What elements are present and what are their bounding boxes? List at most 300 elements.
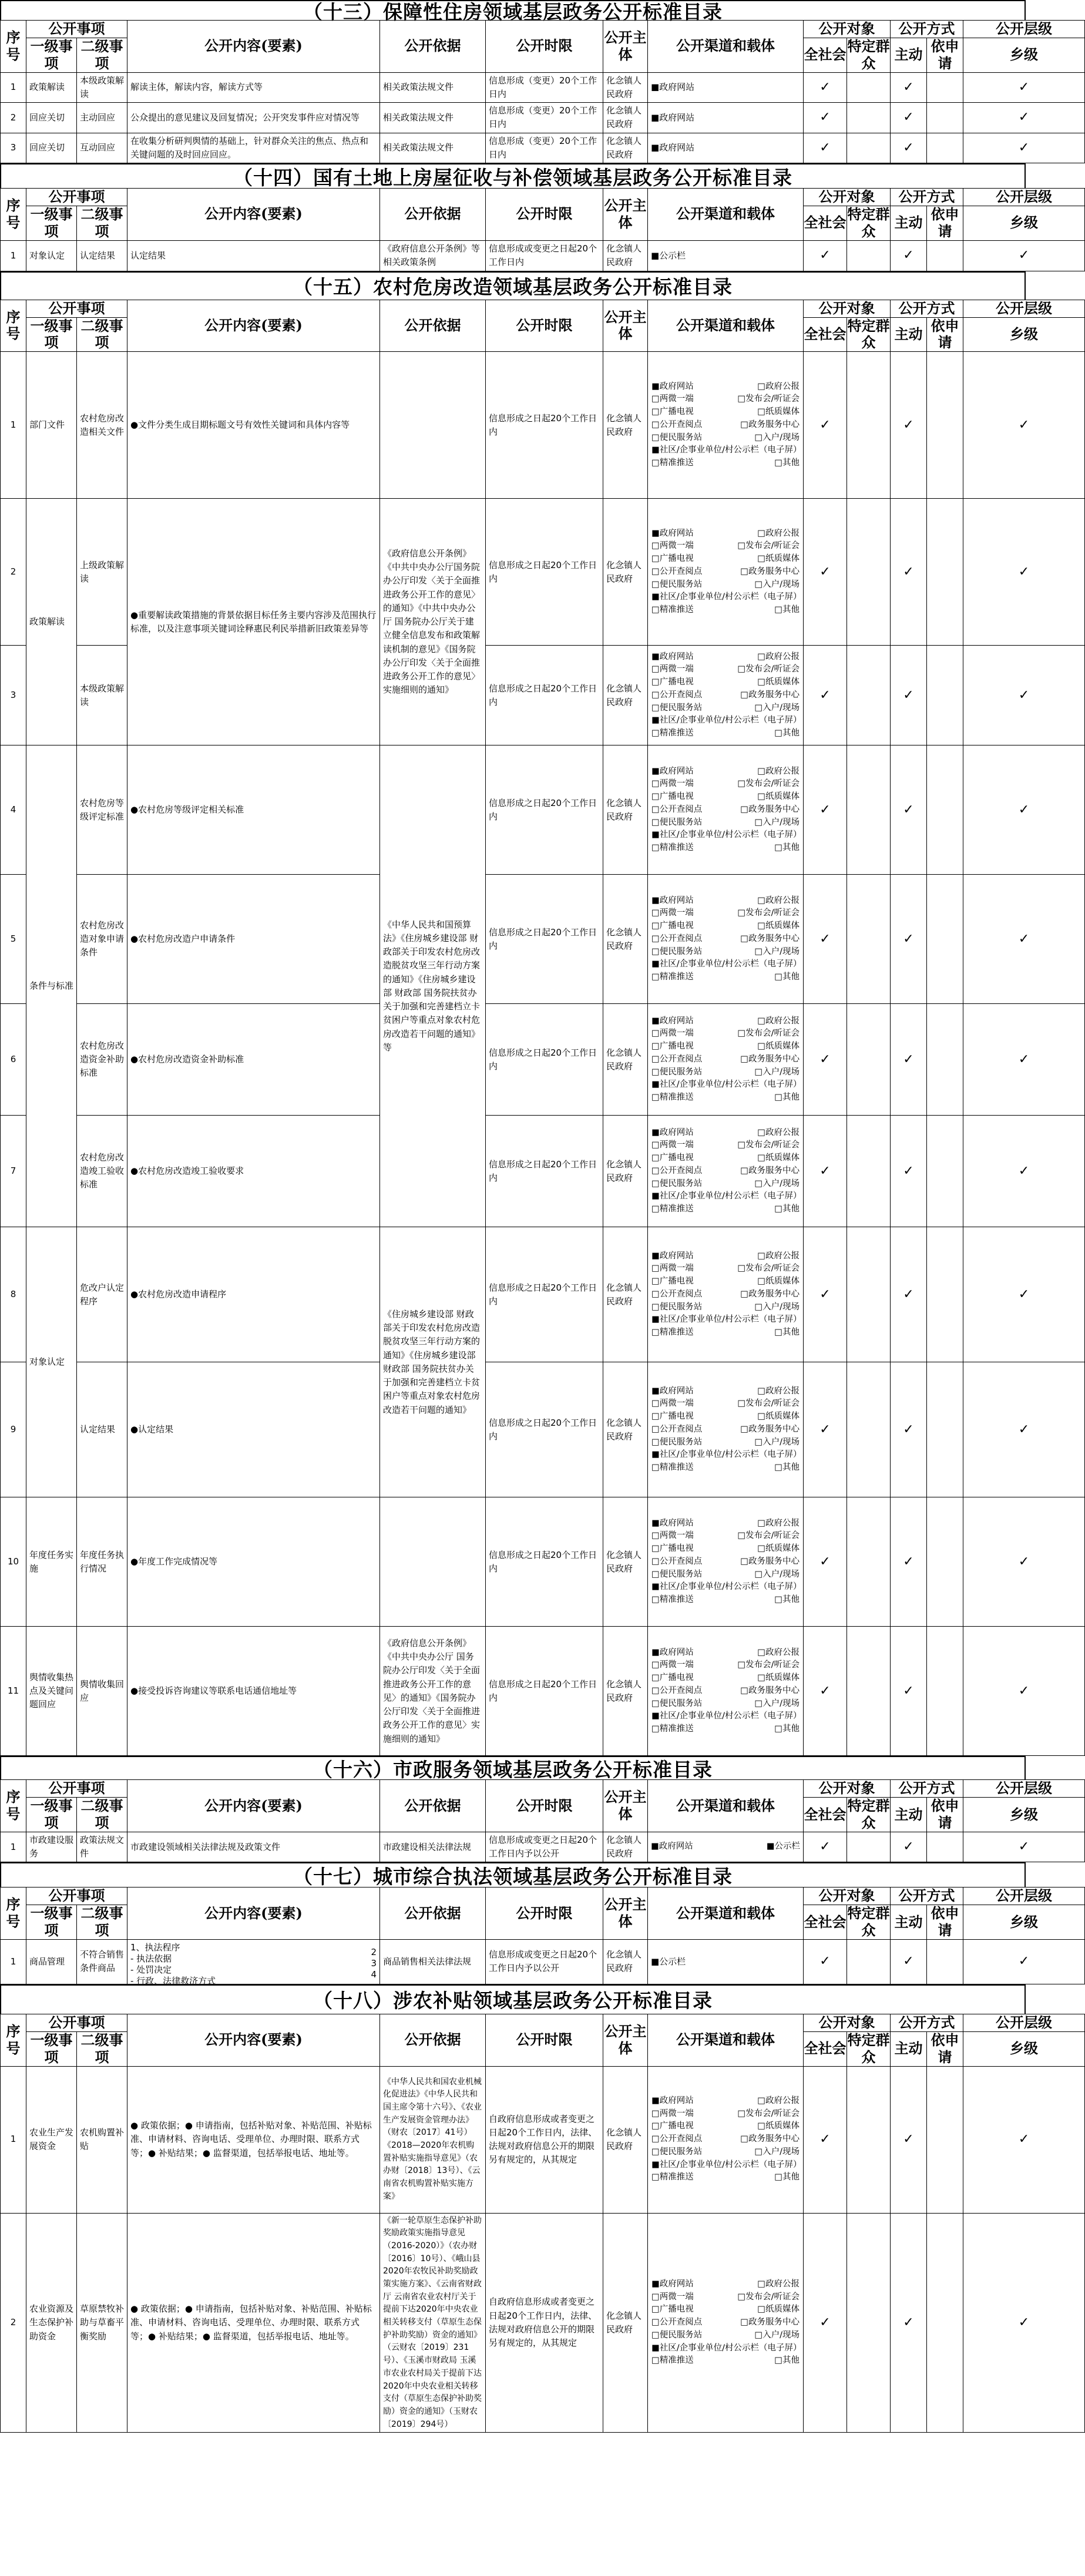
channel-line bbox=[651, 381, 800, 394]
cell-l2: 危改户认定程序 bbox=[77, 1227, 127, 1362]
channel-line bbox=[651, 1581, 800, 1594]
cell-content: ●接受投诉咨询建议等联系电话通信地址等 bbox=[127, 1627, 380, 1756]
channel-gov-bulletin: □政府公报 bbox=[757, 1016, 800, 1026]
header-level1: 一级事项 bbox=[26, 38, 77, 73]
cell-basis: 商品销售相关法律法规 bbox=[380, 1939, 486, 1984]
header-seq: 序号 bbox=[1, 189, 26, 241]
cell-time: 信息形成之日起20个工作日内 bbox=[486, 745, 603, 875]
header-township: 乡级 bbox=[963, 38, 1085, 73]
cell-no: 1 bbox=[1, 2066, 26, 2213]
header-township: 乡级 bbox=[963, 206, 1085, 241]
empty-cell bbox=[847, 1497, 891, 1627]
empty-cell bbox=[927, 875, 963, 1004]
channel-two-one: □两微一端 bbox=[651, 1029, 694, 1039]
header-subject: 公开主体 bbox=[603, 1780, 648, 1832]
channel-line bbox=[651, 817, 800, 829]
channel-two-one: □两微一端 bbox=[651, 908, 694, 918]
channel-board: ■社区/企事业单位/村公示栏（电子屏） bbox=[651, 1315, 802, 1325]
check-mark: ✓ bbox=[804, 1227, 847, 1362]
channel-gov-site: ■政府网站 bbox=[651, 1647, 694, 1657]
channel-other: □其他 bbox=[774, 1463, 800, 1473]
section-17-title: （十七）城市综合执法领域基层政务公开标准目录 bbox=[0, 1862, 1026, 1887]
channel-precise: □精准推送 bbox=[651, 605, 694, 615]
channel-gov-site: ■政府网站 bbox=[651, 1518, 694, 1528]
channel-press: □发布会/听证会 bbox=[737, 1531, 800, 1541]
header-specific: 特定群众 bbox=[847, 2031, 890, 2065]
cell-channel: ■公示栏 bbox=[648, 1939, 804, 1984]
channel-press: □发布会/听证会 bbox=[737, 779, 800, 789]
table-row bbox=[1, 2066, 1085, 2213]
table-row bbox=[1, 2213, 1085, 2433]
channel-line bbox=[651, 2329, 800, 2342]
cell-basis: 相关政策法规文件 bbox=[380, 72, 486, 103]
channel-other: □其他 bbox=[774, 2172, 800, 2182]
check-mark: ✓ bbox=[963, 1497, 1085, 1627]
header-channel: 公开渠道和载体 bbox=[648, 21, 804, 73]
check-mark: ✓ bbox=[804, 1627, 847, 1756]
cell-subject: 化念镇人民政府 bbox=[603, 1004, 648, 1116]
channel-door: □入户/现场 bbox=[754, 703, 800, 713]
header-request: 依申请 bbox=[927, 1798, 963, 1832]
channel-line bbox=[651, 971, 800, 984]
cell-time: 信息形成（变更）20个工作日内 bbox=[486, 103, 603, 133]
channel-line bbox=[651, 1517, 800, 1530]
cell-basis: 相关政策法规文件 bbox=[380, 103, 486, 133]
empty-cell bbox=[927, 1116, 963, 1227]
cell-content: ● 政策依据；● 申请指南，包括补贴对象、补贴范围、补贴标准、申请材料、咨询电话、受理单位、办理时限、联系方式等；● 补贴结果；● 监督渠道，包括举报电话、地址等。 bbox=[127, 2213, 380, 2433]
check-mark: ✓ bbox=[891, 875, 927, 1004]
check-mark: ✓ bbox=[963, 875, 1085, 1004]
header-channel: 公开渠道和载体 bbox=[648, 300, 804, 352]
channel-line bbox=[651, 444, 800, 457]
header-target: 公开对象 bbox=[804, 189, 891, 206]
channel-line bbox=[651, 1423, 800, 1436]
channel-board: ■社区/企事业单位/村公示栏（电子屏） bbox=[651, 959, 802, 969]
channel-radio: □广播电视 bbox=[651, 1544, 694, 1554]
table-row bbox=[1, 875, 1085, 1004]
channel-board: ■社区/企事业单位/村公示栏（电子屏） bbox=[651, 716, 802, 726]
cell-time: 信息形成之日起20个工作日内 bbox=[486, 1627, 603, 1756]
header-content: 公开内容(要素) bbox=[127, 1780, 380, 1832]
cell-no: 5 bbox=[1, 875, 26, 1004]
header-channel: 公开渠道和载体 bbox=[648, 189, 804, 241]
check-mark: ✓ bbox=[963, 1362, 1085, 1497]
cell-l2: 农机购置补贴 bbox=[77, 2066, 127, 2213]
header-level2: 二级事项 bbox=[77, 38, 127, 73]
cell-content: 公众提出的意见建议及回复情况；公开突发事件应对情况等 bbox=[127, 103, 380, 133]
channel-precise: □精准推送 bbox=[651, 1463, 694, 1473]
cell-l2: 本级政策解读 bbox=[77, 646, 127, 745]
cell-l1: 对象认定 bbox=[26, 1227, 77, 1497]
header-basis: 公开依据 bbox=[380, 300, 486, 352]
channel-line bbox=[651, 1543, 800, 1556]
channel-gov-bulletin: □政府公报 bbox=[757, 1127, 800, 1137]
header-level: 公开层级 bbox=[963, 2014, 1085, 2031]
cell-content: ● 政策依据；● 申请指南，包括补贴对象、补贴范围、补贴标准、申请材料、咨询电话、受理单位、办理时限、联系方式等；● 补贴结果；● 监督渠道，包括举报电话、地址等。 bbox=[127, 2066, 380, 2213]
channel-paper: □纸质媒体 bbox=[757, 1042, 800, 1052]
empty-cell bbox=[847, 2066, 891, 2213]
channel-line bbox=[651, 2146, 800, 2159]
check-mark: ✓ bbox=[891, 1227, 927, 1362]
cell-time: 信息形成或变更之日起20个工作日内 bbox=[486, 240, 603, 271]
header-channel: 公开渠道和载体 bbox=[648, 2014, 804, 2066]
channel-door: □入户/现场 bbox=[754, 946, 800, 956]
header-timelimit: 公开时限 bbox=[486, 300, 603, 352]
cell-l2: 主动回应 bbox=[77, 103, 127, 133]
cell-basis: 相关政策法规文件 bbox=[380, 133, 486, 163]
cell-l2: 上级政策解读 bbox=[77, 499, 127, 646]
cell-l2: 年度任务执行情况 bbox=[77, 1497, 127, 1627]
channel-line bbox=[651, 946, 800, 959]
channel-other: □其他 bbox=[774, 605, 800, 615]
cell-content: 认定结果 bbox=[127, 240, 380, 271]
channel-line bbox=[651, 765, 800, 778]
cell-no: 8 bbox=[1, 1227, 26, 1362]
channel-precise: □精准推送 bbox=[651, 1093, 694, 1103]
cell-subject: 化念镇人民政府 bbox=[603, 1227, 648, 1362]
cell-no: 9 bbox=[1, 1362, 26, 1497]
channel-paper: □纸质媒体 bbox=[757, 921, 800, 931]
channel-radio: □广播电视 bbox=[651, 921, 694, 931]
header-level1: 一级事项 bbox=[26, 1798, 77, 1832]
channel-line bbox=[651, 393, 800, 406]
cell-content: ●农村危房改造竣工验收要求 bbox=[127, 1116, 380, 1227]
cell-l2 bbox=[77, 352, 127, 499]
cell-content: ●认定结果 bbox=[127, 1362, 380, 1497]
channel-radio: □广播电视 bbox=[651, 1153, 694, 1163]
cell-time: 信息形成之日起20个工作日内 bbox=[486, 1497, 603, 1627]
header-timelimit: 公开时限 bbox=[486, 1888, 603, 1940]
channel-line bbox=[651, 1288, 800, 1301]
cell-no: 6 bbox=[1, 1004, 26, 1116]
cell-no: 4 bbox=[1, 745, 26, 875]
channel-line bbox=[651, 778, 800, 791]
content-line: 1、执法程序 bbox=[130, 1942, 180, 1953]
channel-paper: □纸质媒体 bbox=[757, 2305, 800, 2315]
cell-l1: 部门文件 bbox=[26, 352, 77, 499]
check-mark: ✓ bbox=[891, 745, 927, 875]
cell-subject: 化念镇人民政府 bbox=[603, 240, 648, 271]
header-level1: 一级事项 bbox=[26, 1905, 77, 1940]
check-mark: ✓ bbox=[804, 1004, 847, 1116]
header-active: 主动 bbox=[891, 2031, 927, 2066]
section-14-table bbox=[0, 188, 1085, 271]
header-active: 主动 bbox=[891, 1905, 927, 1940]
channel-radio: □广播电视 bbox=[651, 792, 694, 802]
channel-radio: □广播电视 bbox=[651, 554, 694, 564]
header-township: 乡级 bbox=[963, 1798, 1085, 1832]
header-subject: 公开主体 bbox=[603, 1888, 648, 1940]
channel-line bbox=[651, 676, 800, 689]
channel-line bbox=[651, 702, 800, 715]
channel-gov-bulletin: □政府公报 bbox=[757, 651, 800, 661]
cell-l1: 回应关切 bbox=[26, 133, 77, 163]
channel-service: □政务服务中心 bbox=[740, 1166, 800, 1176]
channel-board: ■社区/企事业单位/村公示栏（电子屏） bbox=[651, 1582, 802, 1592]
channel-paper: □纸质媒体 bbox=[757, 1412, 800, 1422]
channel-gov-site: ■政府网站 bbox=[651, 651, 694, 661]
empty-cell bbox=[847, 1362, 891, 1497]
channel-line bbox=[651, 1053, 800, 1066]
channel-service: □政务服务中心 bbox=[740, 804, 800, 814]
check-mark: ✓ bbox=[963, 1227, 1085, 1362]
channel-line bbox=[651, 1178, 800, 1191]
channel-paper: □纸质媒体 bbox=[757, 677, 800, 687]
channel-other: □其他 bbox=[774, 843, 800, 853]
channel-other: □其他 bbox=[774, 1724, 800, 1734]
header-township: 乡级 bbox=[963, 317, 1085, 352]
section-18-table bbox=[0, 2014, 1085, 2433]
cell-time: 信息形成之日起20个工作日内 bbox=[486, 1362, 603, 1497]
cell-no: 1 bbox=[1, 1832, 26, 1862]
cell-l1: 政策解读 bbox=[26, 72, 77, 103]
channel-gov-site: ■政府网站 bbox=[651, 1386, 694, 1396]
channel-line bbox=[651, 1079, 800, 1091]
channel-gov-bulletin: □政府公报 bbox=[757, 1518, 800, 1528]
header-seq: 序号 bbox=[1, 300, 26, 352]
channel-service: □政务服务中心 bbox=[740, 1054, 800, 1064]
channel-line bbox=[651, 1672, 800, 1685]
channel-two-one: □两微一端 bbox=[651, 2108, 694, 2118]
channel-gov-bulletin: □政府公报 bbox=[757, 528, 800, 538]
check-mark: ✓ bbox=[963, 1627, 1085, 1756]
header-seq: 序号 bbox=[1, 1780, 26, 1832]
section-17-table bbox=[0, 1887, 1085, 1984]
channel-convenience: □便民服务站 bbox=[651, 2147, 703, 2157]
channel-press: □发布会/听证会 bbox=[737, 541, 800, 551]
header-content: 公开内容(要素) bbox=[127, 1888, 380, 1940]
cell-subject: 化念镇人民政府 bbox=[603, 646, 648, 745]
cell-content bbox=[127, 1939, 380, 1984]
cell-l2: 农村危房改造对象申请条件 bbox=[77, 875, 127, 1004]
cell-subject: 化念镇人民政府 bbox=[603, 1362, 648, 1497]
check-mark: ✓ bbox=[963, 1832, 1085, 1862]
cell-time: 信息形成（变更）20个工作日内 bbox=[486, 72, 603, 103]
channel-press: □发布会/听证会 bbox=[737, 1264, 800, 1274]
channel-line bbox=[651, 1569, 800, 1581]
empty-cell bbox=[927, 1497, 963, 1627]
cell-l1: 舆情收集热点及关键问题回应 bbox=[26, 1627, 77, 1756]
channel-line bbox=[651, 1262, 800, 1275]
channel-door: □入户/现场 bbox=[754, 1067, 800, 1077]
cell-l1: 条件与标准 bbox=[26, 745, 77, 1227]
empty-cell bbox=[927, 1627, 963, 1756]
header-level1: 一级事项 bbox=[26, 206, 77, 241]
channel-service: □政务服务中心 bbox=[740, 1556, 800, 1566]
channel-precise: □精准推送 bbox=[651, 843, 694, 853]
check-mark: ✓ bbox=[891, 1627, 927, 1756]
table-row bbox=[1, 1939, 1085, 1984]
channel-door: □入户/现场 bbox=[754, 1437, 800, 1447]
channel-press: □发布会/听证会 bbox=[737, 2292, 800, 2302]
channel-line bbox=[651, 2316, 800, 2329]
check-mark: ✓ bbox=[891, 2066, 927, 2213]
channel-paper: □纸质媒体 bbox=[757, 2121, 800, 2131]
empty-cell bbox=[847, 1116, 891, 1227]
check-mark: ✓ bbox=[804, 352, 847, 499]
channel-line bbox=[651, 1275, 800, 1288]
channel-gov-site: ■政府网站 bbox=[651, 1127, 694, 1137]
channel-gov-bulletin: □政府公报 bbox=[757, 766, 800, 776]
header-level2: 二级事项 bbox=[77, 1798, 127, 1832]
channel-query: □公开查阅点 bbox=[651, 1685, 703, 1695]
channel-board: ■社区/企事业单位/村公示栏（电子屏） bbox=[651, 445, 802, 455]
channel-gov-site: ■政府网站 bbox=[651, 1251, 694, 1261]
cell-subject: 化念镇人民政府 bbox=[603, 1939, 648, 1984]
channel-line bbox=[651, 1250, 800, 1263]
channel-line bbox=[651, 591, 800, 604]
header-timelimit: 公开时限 bbox=[486, 1780, 603, 1832]
header-all: 全社会 bbox=[804, 317, 847, 352]
content-line: - 行政、法律救济方式 bbox=[130, 1975, 216, 1986]
header-matter: 公开事项 bbox=[26, 2014, 127, 2031]
check-mark: ✓ bbox=[963, 1116, 1085, 1227]
cell-content: ●农村危房改造户申请条件 bbox=[127, 875, 380, 1004]
empty-cell bbox=[847, 499, 891, 646]
cell-subject: 化念镇人民政府 bbox=[603, 1497, 648, 1627]
cell-content: ●农村危房等级评定相关标准 bbox=[127, 745, 380, 875]
empty-cell bbox=[927, 352, 963, 499]
channel-press: □发布会/听证会 bbox=[737, 1140, 800, 1150]
header-target: 公开对象 bbox=[804, 1888, 891, 1905]
channel-line bbox=[651, 1462, 800, 1475]
cell-no: 1 bbox=[1, 352, 26, 499]
channel-press: □发布会/听证会 bbox=[737, 908, 800, 918]
header-target: 公开对象 bbox=[804, 2014, 891, 2031]
channel-other: □其他 bbox=[774, 1328, 800, 1338]
channel-convenience: □便民服务站 bbox=[651, 703, 703, 713]
channel-two-one: □两微一端 bbox=[651, 1264, 694, 1274]
table-row bbox=[1, 1832, 1085, 1862]
header-basis: 公开依据 bbox=[380, 21, 486, 73]
channel-other: □其他 bbox=[774, 458, 800, 468]
header-subject: 公开主体 bbox=[603, 2014, 648, 2066]
cell-l1: 回应关切 bbox=[26, 103, 77, 133]
channel-line bbox=[651, 1326, 800, 1339]
check-mark: ✓ bbox=[891, 133, 927, 163]
channel-other: □其他 bbox=[774, 2356, 800, 2366]
check-mark: ✓ bbox=[891, 1116, 927, 1227]
channel-paper: □纸质媒体 bbox=[757, 407, 800, 417]
channel-line bbox=[651, 528, 800, 540]
table-row bbox=[1, 103, 1085, 133]
table-row bbox=[1, 240, 1085, 271]
channel-gov-site: ■政府网站 bbox=[651, 2279, 694, 2289]
table-row bbox=[1, 745, 1085, 875]
channel-radio: □广播电视 bbox=[651, 1412, 694, 1422]
channel-line bbox=[651, 895, 800, 908]
header-matter: 公开事项 bbox=[26, 189, 127, 206]
cell-l2: 不符合销售条件商品 bbox=[77, 1939, 127, 1984]
channel-line bbox=[651, 1594, 800, 1607]
channel-line bbox=[651, 1165, 800, 1178]
cell-no: 3 bbox=[1, 133, 26, 163]
channel-radio: □广播电视 bbox=[651, 1277, 694, 1287]
check-mark: ✓ bbox=[804, 745, 847, 875]
empty-cell bbox=[847, 745, 891, 875]
cell-time: 信息形成之日起20个工作日内 bbox=[486, 875, 603, 1004]
header-request: 依申请 bbox=[927, 317, 963, 352]
header-all: 全社会 bbox=[804, 38, 847, 73]
channel-query: □公开查阅点 bbox=[651, 1054, 703, 1064]
channel-line bbox=[651, 651, 800, 664]
channel-two-one: □两微一端 bbox=[651, 541, 694, 551]
table-row bbox=[1, 1362, 1085, 1497]
channel-two-one: □两微一端 bbox=[651, 394, 694, 404]
empty-cell bbox=[927, 1362, 963, 1497]
empty-cell bbox=[927, 2066, 963, 2213]
cell-channel bbox=[648, 875, 804, 1004]
cell-channel bbox=[648, 499, 804, 646]
empty-cell bbox=[847, 352, 891, 499]
header-township: 乡级 bbox=[963, 2031, 1085, 2066]
channel-door: □入户/现场 bbox=[754, 579, 800, 589]
check-mark: ✓ bbox=[963, 2213, 1085, 2433]
header-timelimit: 公开时限 bbox=[486, 2014, 603, 2066]
channel-query: □公开查阅点 bbox=[651, 419, 703, 429]
channel-door: □入户/现场 bbox=[754, 1178, 800, 1188]
channel-board: ■社区/企事业单位/村公示栏（电子屏） bbox=[651, 592, 802, 602]
cell-l1: 农业资源及生态保护补助资金 bbox=[26, 2213, 77, 2433]
header-method: 公开方式 bbox=[891, 300, 963, 317]
channel-service: □政务服务中心 bbox=[740, 1424, 800, 1434]
channel-gov-site: ■政府网站 bbox=[651, 1016, 694, 1026]
channel-line bbox=[651, 1301, 800, 1314]
header-request: 依申请 bbox=[927, 38, 963, 73]
channel-press: □发布会/听证会 bbox=[737, 2108, 800, 2118]
check-mark: ✓ bbox=[804, 240, 847, 271]
channel-press: □发布会/听证会 bbox=[737, 394, 800, 404]
channel-service: □政务服务中心 bbox=[740, 566, 800, 576]
header-seq: 序号 bbox=[1, 21, 26, 73]
header-level: 公开层级 bbox=[963, 189, 1085, 206]
channel-line bbox=[651, 1203, 800, 1216]
cell-no: 7 bbox=[1, 1116, 26, 1227]
check-mark: ✓ bbox=[891, 1362, 927, 1497]
channel-precise: □精准推送 bbox=[651, 1724, 694, 1734]
channel-other: □其他 bbox=[774, 972, 800, 982]
channel-query: □公开查阅点 bbox=[651, 690, 703, 700]
header-matter: 公开事项 bbox=[26, 1888, 127, 1905]
header-basis: 公开依据 bbox=[380, 2014, 486, 2066]
header-level: 公开层级 bbox=[963, 1780, 1085, 1798]
cell-content: 市政建设领域相关法律法规及政策文件 bbox=[127, 1832, 380, 1862]
channel-door: □入户/现场 bbox=[754, 2147, 800, 2157]
channel-query: □公开查阅点 bbox=[651, 1424, 703, 1434]
cell-basis: 《新一轮草原生态保护补助奖励政策实施指导意见（2016-2020）》（农办财〔2016〕10号）、《峨山县2020年农牧民补助奖励政策实施方案》、《云南省财政厅 云南省农业农村厅关于提前下达2020年中央农业相关转移支付（草原生态保护补助奖励）资金的通知》（云财农〔2019〕231号）、《玉溪市财政局 玉溪市农业农村局关于提前下达2020年中央农业相关转移支付（草原生态保护补助奖励）资金的通知》（玉财农〔2019〕294号） bbox=[380, 2213, 486, 2433]
check-mark: ✓ bbox=[804, 1362, 847, 1497]
check-mark: ✓ bbox=[963, 240, 1085, 271]
channel-line bbox=[651, 804, 800, 817]
header-all: 全社会 bbox=[804, 2031, 847, 2066]
channel-gov-bulletin: □政府公报 bbox=[757, 2279, 800, 2289]
cell-no: 1 bbox=[1, 240, 26, 271]
channel-press: □发布会/听证会 bbox=[737, 1660, 800, 1670]
channel-line bbox=[651, 2133, 800, 2146]
channel-precise: □精准推送 bbox=[651, 458, 694, 468]
channel-line bbox=[651, 1530, 800, 1543]
cell-channel bbox=[648, 1362, 804, 1497]
section-16-table bbox=[0, 1779, 1085, 1862]
channel-line bbox=[651, 540, 800, 553]
channel-line bbox=[651, 406, 800, 419]
cell-basis: 市政建设相关法律法规 bbox=[380, 1832, 486, 1862]
cell-basis bbox=[380, 352, 486, 499]
header-all: 全社会 bbox=[804, 1798, 847, 1832]
check-mark: ✓ bbox=[804, 1116, 847, 1227]
channel-line bbox=[651, 829, 800, 842]
channel-gov-site: ■政府网站 bbox=[651, 895, 694, 905]
